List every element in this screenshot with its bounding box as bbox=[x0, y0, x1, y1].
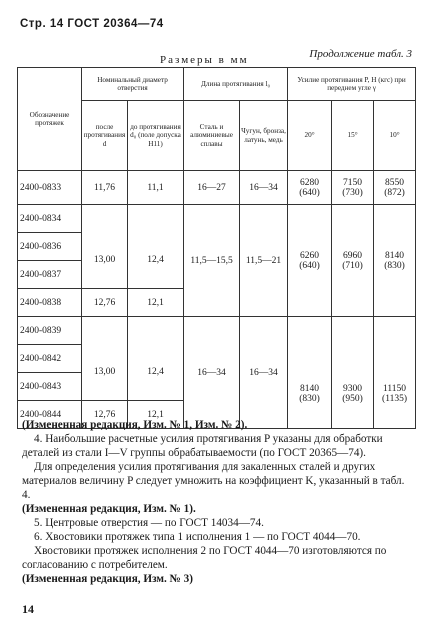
force-kgf: (710) bbox=[342, 260, 363, 271]
length-cast-cell: 16—34 bbox=[240, 317, 288, 429]
force-10-cell bbox=[374, 205, 416, 317]
length-cast-cell: 11,5—21 bbox=[240, 205, 288, 317]
paragraph: 6. Хвостовики протяжек типа 1 исполнения 1 — по ГОСТ 4044—70. bbox=[34, 531, 361, 543]
code-cell: 2400-0839 bbox=[18, 317, 82, 345]
body-text bbox=[22, 418, 414, 586]
length-cast-cell: 16—34 bbox=[240, 171, 288, 205]
length-steel-cell: 11,5—15,5 bbox=[184, 205, 240, 317]
table-row bbox=[18, 171, 416, 205]
header-cast-iron: Чугун, бронза, латунь, медь bbox=[240, 101, 288, 171]
force-20-cell bbox=[288, 205, 332, 317]
header-angle-10: 10° bbox=[374, 101, 416, 171]
d0-cell: 11,1 bbox=[128, 171, 184, 205]
amendment-note: (Измененная редакция, Изм. № 1, Изм. № 2). bbox=[22, 419, 248, 431]
page-header: Стр. 14 ГОСТ 20364—74 bbox=[20, 18, 164, 30]
force-15-cell bbox=[332, 171, 374, 205]
force-20-cell bbox=[288, 317, 332, 429]
force-value: 8550 bbox=[385, 177, 405, 188]
force-value: 7150 bbox=[343, 177, 363, 188]
code-cell: 2400-0843 bbox=[18, 373, 82, 401]
code-cell: 2400-0836 bbox=[18, 233, 82, 261]
header-length: Длина протягивания l₀ bbox=[184, 68, 288, 101]
header-angle-15: 15° bbox=[332, 101, 374, 171]
amendment-note: (Измененная редакция, Изм. № 1). bbox=[22, 503, 196, 515]
d-cell: 12,76 bbox=[82, 401, 128, 429]
page-number: 14 bbox=[22, 602, 34, 616]
force-kgf: (830) bbox=[299, 394, 320, 404]
header-force: Усилие протягивания P, Н (кгс) при переднем угле γ bbox=[288, 68, 416, 101]
code-cell: 2400-0833 bbox=[18, 171, 82, 205]
header-angle-20: 20° bbox=[288, 101, 332, 171]
d0-cell: 12,1 bbox=[128, 289, 184, 317]
specs-table bbox=[17, 67, 416, 429]
units-label: Размеры в мм bbox=[160, 54, 249, 66]
length-steel-cell: 16—34 bbox=[184, 317, 240, 429]
code-cell: 2400-0844 bbox=[18, 401, 82, 429]
amendment-note: (Измененная редакция, Изм. № 3) bbox=[22, 573, 193, 585]
code-cell: 2400-0842 bbox=[18, 345, 82, 373]
d0-cell: 12,1 bbox=[128, 401, 184, 429]
force-value: 11150 bbox=[383, 384, 407, 394]
force-10-cell bbox=[374, 317, 416, 429]
header-after-broaching: после протягивания d bbox=[82, 101, 128, 171]
force-kgf: (640) bbox=[299, 260, 320, 271]
code-cell: 2400-0837 bbox=[18, 261, 82, 289]
force-value: 9300 bbox=[343, 384, 363, 394]
table-row bbox=[18, 317, 416, 345]
force-value: 6260 bbox=[300, 250, 320, 261]
specs-table-container bbox=[17, 67, 415, 429]
force-value: 6280 bbox=[300, 177, 320, 188]
d-cell: 11,76 bbox=[82, 171, 128, 205]
paragraph: Хвостовики протяжек исполнения 2 по ГОСТ 4044—70 изготовляются по согласованию с потребителем. bbox=[22, 545, 387, 571]
force-value: 8140 bbox=[300, 384, 320, 394]
d0-cell: 12,4 bbox=[128, 233, 184, 289]
header-nominal-diameter: Номинальный диаметр отверстия bbox=[82, 68, 184, 101]
paragraph: 4. Наибольшие расчетные усилия протягивания P указаны для обработки деталей из стали I—V группы обрабатываемости (по ГОСТ 20365—74). bbox=[22, 433, 383, 459]
force-15-cell bbox=[332, 205, 374, 317]
d-cell: 13,00 bbox=[82, 233, 128, 289]
code-cell: 2400-0838 bbox=[18, 289, 82, 317]
force-kgf: (830) bbox=[384, 260, 405, 271]
continued-label: Продолжение табл. 3 bbox=[309, 48, 412, 60]
d0-cell: 12,4 bbox=[128, 345, 184, 401]
d-cell: 13,00 bbox=[82, 345, 128, 401]
force-20-cell bbox=[288, 171, 332, 205]
header-before-broaching: до протягивания d₀ (поле допуска H11) bbox=[128, 101, 184, 171]
length-steel-cell: 16—27 bbox=[184, 171, 240, 205]
paragraph: Для определения усилия протягивания для закаленных сталей и других материалов величину P следует умножить на коэффициент K, указанный в табл. 4. bbox=[22, 461, 405, 501]
header-designation: Обозначение протяжек bbox=[18, 68, 82, 171]
force-kgf: (950) bbox=[342, 394, 363, 404]
code-cell: 2400-0834 bbox=[18, 205, 82, 233]
force-kgf: (640) bbox=[299, 187, 320, 198]
force-kgf: (872) bbox=[384, 187, 405, 198]
force-kgf: (730) bbox=[342, 187, 363, 198]
force-kgf: (1135) bbox=[382, 394, 408, 404]
header-steel: Сталь и алюминиевые сплавы bbox=[184, 101, 240, 171]
d-cell: 12,76 bbox=[82, 289, 128, 317]
force-value: 6960 bbox=[343, 250, 363, 261]
force-10-cell bbox=[374, 171, 416, 205]
table-row bbox=[18, 205, 416, 233]
force-15-cell bbox=[332, 317, 374, 429]
force-value: 8140 bbox=[385, 250, 405, 261]
paragraph: 5. Центровые отверстия — по ГОСТ 14034—74. bbox=[34, 517, 264, 529]
